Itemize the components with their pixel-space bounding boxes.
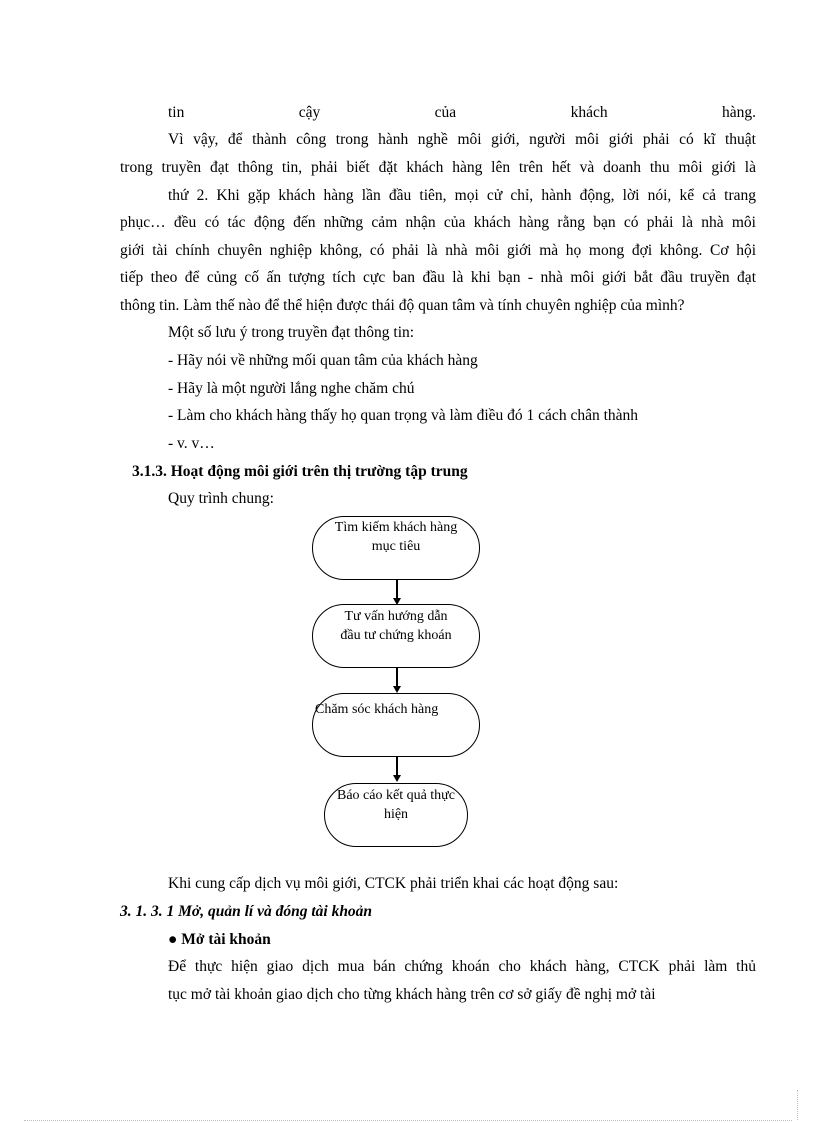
- paragraph-line: Để thực hiện giao dịch mua bán chứng khoán cho khách hàng, CTCK phải làm thủ: [168, 958, 756, 975]
- flow-arrow: [396, 580, 398, 599]
- paragraph-line: phục… đều có tác động đến những cảm nhận của khách hàng rằng bạn có phải là nhà môi: [120, 214, 756, 231]
- word: khách: [570, 104, 608, 121]
- flow-step-1: [312, 516, 480, 580]
- flow-step-line: Chăm sóc khách hàng: [315, 702, 439, 717]
- list-item: - Làm cho khách hàng thấy họ quan trọng và làm điều đó 1 cách chân thành: [168, 407, 639, 424]
- flow-arrow: [396, 757, 398, 776]
- word: tin: [168, 104, 185, 121]
- list-item: - Hãy là một người lắng nghe chăm chú: [168, 380, 415, 397]
- section-heading: 3.1.3. Hoạt động môi giới trên thị trường tập trung: [132, 463, 468, 480]
- flow-step-line: Báo cáo kết quả thực: [337, 788, 455, 803]
- flow-step-3: [312, 693, 480, 757]
- paragraph-line: Khi cung cấp dịch vụ môi giới, CTCK phải triển khai các hoạt động sau:: [168, 875, 619, 892]
- word: của: [434, 104, 457, 121]
- flow-arrow: [396, 668, 398, 687]
- subsection-heading: 3. 1. 3. 1 Mở, quản lí và đóng tài khoản: [120, 903, 373, 920]
- paragraph-line: Một số lưu ý trong truyền đạt thông tin:: [168, 324, 415, 341]
- flow-step-line: mục tiêu: [371, 539, 421, 554]
- paragraph-line: giới tài chính chuyên nghiệp không, có phải là nhà môi giới mà họ mong đợi không. Cơ hội: [120, 242, 756, 259]
- word: cậy: [298, 104, 321, 121]
- paragraph-line: Quy trình chung:: [168, 490, 274, 507]
- arrow-head-icon: [393, 686, 401, 693]
- paragraph-line: Vì vậy, để thành công trong hành nghề môi giới, người môi giới phải có kĩ thuật: [168, 131, 756, 148]
- word: hàng.: [721, 104, 756, 121]
- flow-step-line: đầu tư chứng khoán: [340, 628, 452, 643]
- paragraph-line: thông tin. Làm thế nào để thể hiện được thái độ quan tâm và tính chuyên nghiệp của mình?: [120, 297, 685, 314]
- page-border: [24, 1120, 792, 1121]
- page-corner-mark: [797, 1090, 798, 1120]
- paragraph-line: thứ 2. Khi gặp khách hàng lần đầu tiên, mọi cử chỉ, hành động, lời nói, kể cả trang: [168, 187, 756, 204]
- list-item: - v. v…: [168, 435, 215, 452]
- bullet-heading: ● Mở tài khoản: [168, 931, 271, 948]
- flow-step-4: [324, 783, 468, 847]
- flow-step-line: Tư vấn hướng dẫn: [344, 609, 448, 624]
- flow-step-2: [312, 604, 480, 668]
- flow-step-line: Tìm kiếm khách hàng: [334, 520, 458, 535]
- paragraph-line: tiếp theo để củng cố ấn tượng tích cực ban đầu là khi bạn - nhà môi giới bắt đầu truyền đạt: [120, 269, 756, 286]
- paragraph-line: tục mở tài khoản giao dịch cho từng khách hàng trên cơ sở giấy đề nghị mở tài: [168, 986, 656, 1003]
- list-item: - Hãy nói về những mối quan tâm của khách hàng: [168, 352, 478, 369]
- arrow-head-icon: [393, 775, 401, 782]
- flow-step-line: hiện: [383, 807, 409, 822]
- paragraph-line: trong truyền đạt thông tin, phải biết đặt khách hàng lên trên hết và doanh thu môi giới là: [120, 159, 756, 176]
- paragraph-line: [168, 103, 756, 123]
